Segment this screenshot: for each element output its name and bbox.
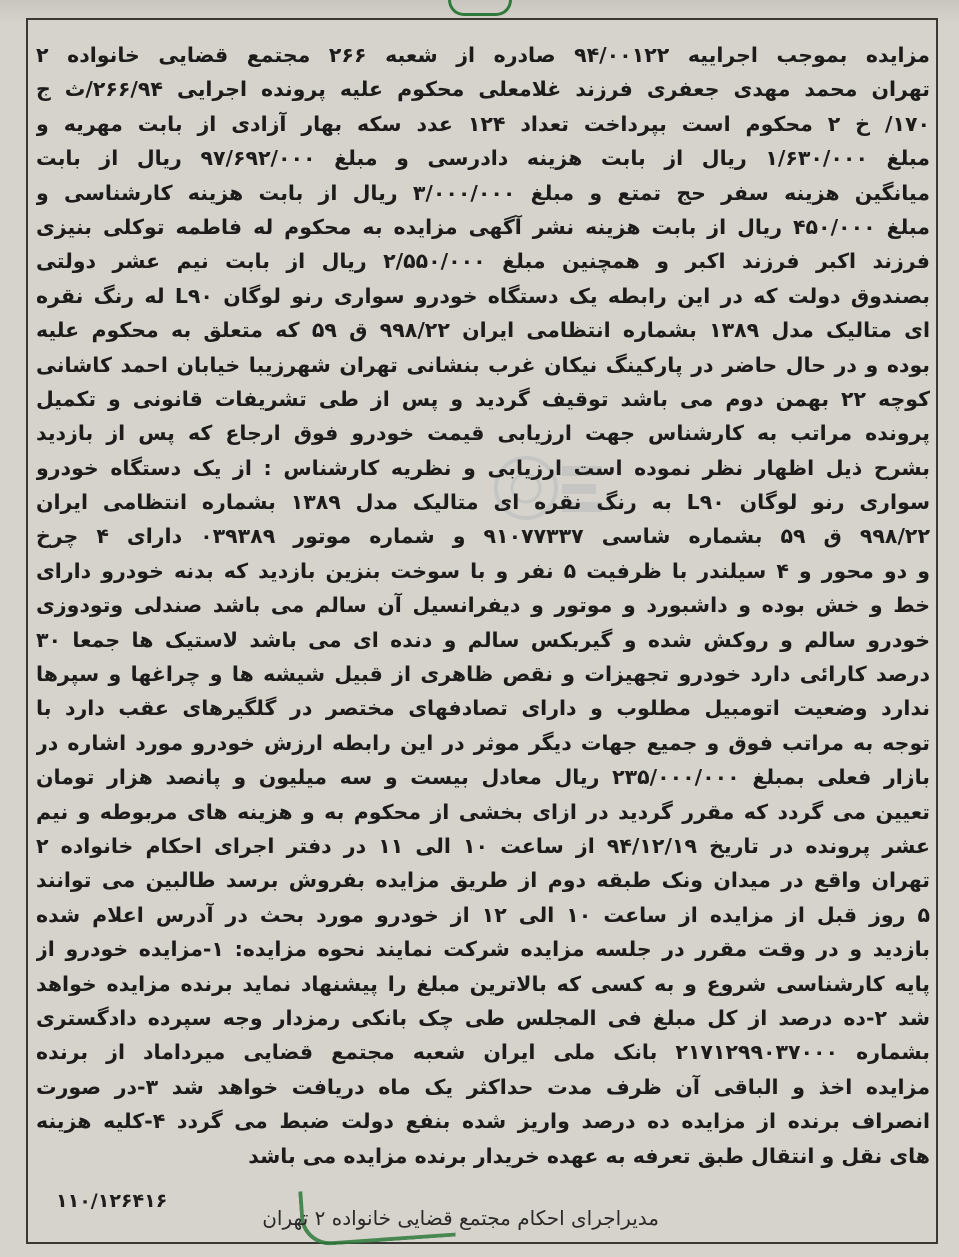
notice-line: بشماره ۲۱۷۱۲۹۹۰۳۷۰۰۰ بانک ملی ایران شعبه مجتمع قضایی میرداماد از برنده	[36, 1040, 930, 1065]
notice-line: ۵ روز قبل از مزایده از ساعت ۱۰ الی ۱۲ از خودرو مورد بحث در آدرس اعلام شده	[36, 902, 930, 927]
notice-line: شد ۲-ده درصد از کل مبلغ فی المجلس طی چک بانکی رمزدار وجه سپرده دادگستری	[36, 1005, 930, 1030]
notice-line: ای متالیک مدل ۱۳۸۹ بشماره انتظامی ایران ۹۹۸/۲۲ ق ۵۹ که متعلق به محکوم علیه	[36, 318, 930, 343]
notice-line: تعیین می گردد که مقرر گردید در ازای بخشی از محکوم به و هزینه های مربوطه و نیم	[36, 799, 930, 824]
notice-line: ۱۷۰/ خ ۲ محکوم است بپرداخت تعداد ۱۲۴ عدد سکه بهار آزادی از بابت مهریه و	[36, 111, 930, 136]
notice-line: تهران واقع در میدان ونک طبقه دوم از طریق مزایده بفروش برسد طالبین می توانند	[36, 868, 930, 893]
notice-line: بصندوق دولت که در این رابطه یک دستگاه خودرو سواری رنو لوگان L۹۰ له رنگ نقره	[36, 283, 930, 308]
notice-line: ندارد وضعیت اتومبیل مطلوب و دارای تصادفهای مختصر در گلگیرهای عقب دارد با	[36, 696, 930, 721]
notice-line: توجه به مراتب فوق و جمیع جهات دیگر موثر در این رابطه ارزش خودرو مورد اشاره در	[36, 730, 930, 755]
notice-line: میانگین هزینه سفر حج تمتع و مبلغ ۳/۰۰۰/۰۰۰ ریال از بابت هزینه کارشناسی و	[36, 180, 930, 205]
notice-line: پایه کارشناسی شروع و به کسی که بالاترین مبلغ را پیشنهاد نماید برنده مزایده خواهد	[36, 971, 930, 996]
notice-line: بشرح ذیل اظهار نظر نموده است ارزیابی و نظریه کارشناس : از یک دستگاه خودرو	[36, 455, 930, 480]
auction-notice-body	[36, 38, 930, 1173]
notice-line: بوده و در حال حاضر در پارکینگ نیکان غرب بنشانی تهران شهرزیبا خیابان احمد کاشانی	[36, 352, 930, 377]
notice-line: مبلغ ۴۵۰/۰۰۰ ریال از بابت هزینه نشر آگهی مزایده به محکوم له فاطمه توکلی بنیزی	[36, 214, 930, 239]
notice-line: مزایده اخذ و الباقی آن ظرف مدت حداکثر یک ماه دریافت خواهد شد ۳-در صورت	[36, 1074, 930, 1099]
notice-signature: مدیراجرای احکام مجتمع قضایی خانواده ۲ تهران	[262, 1206, 659, 1230]
ad-reference-number: ۱۱۰/۱۲۶۴۱۶	[56, 1190, 168, 1212]
notice-line: کوچه ۲۲ بهمن دوم می باشد توقیف گردید و پس از طی تشریفات قانونی و تکمیل	[36, 386, 930, 411]
notice-line: بازار فعلی بمبلغ ۲۳۵/۰۰۰/۰۰۰ ریال معادل بیست و سه میلیون و پانصد هزار تومان	[36, 765, 930, 790]
notice-line: انصراف برنده از مزایده ده درصد واریز شده بنفع دولت ضبط می گردد ۴-کلیه هزینه	[36, 1109, 930, 1134]
notice-line: سواری رنو لوگان L۹۰ به رنگ نقره ای متالیک مدل ۱۳۸۹ بشماره انتظامی ایران	[36, 490, 930, 515]
notice-line: خط و خش بوده و داشبورد و موتور و دیفرانسیل آن سالم می باشد صندلی وتودوزی	[36, 593, 930, 618]
notice-line: مبلغ ۱/۶۳۰/۰۰۰ ریال از بابت هزینه دادرسی و مبلغ ۹۷/۶۹۲/۰۰۰ ریال از بابت	[36, 146, 930, 171]
notice-line: مزایده بموجب اجراییه ۹۴/۰۰۱۲۲ صادره از شعبه ۲۶۶ مجتمع قضایی خانواده ۲	[36, 43, 930, 67]
notice-line: درصد کارائی دارد خودرو تجهیزات و نقص ظاهری از قبیل شیشه ها و چراغها و سپرها	[36, 662, 930, 687]
green-pen-mark-top	[448, 0, 512, 16]
notice-line: ۹۹۸/۲۲ ق ۵۹ بشماره شاسی ۹۱۰۷۷۳۳۷ و شماره موتور ۰۳۹۳۸۹ دارای ۴ چرخ	[36, 524, 930, 549]
notice-line: عشر پرونده در تاریخ ۹۴/۱۲/۱۹ از ساعت ۱۰ الی ۱۱ در دفتر اجرای احکام خانواده ۲	[36, 833, 930, 858]
notice-line: تهران محمد مهدی جعفری فرزند غلامعلی محکوم علیه پرونده اجرایی ۲۶۶/۹۴/ث ج	[36, 77, 930, 102]
notice-line: های نقل و انتقال طبق تعرفه به عهده خریدار برنده مزایده می باشد	[248, 1143, 930, 1168]
notice-line: پرونده مراتب به کارشناس جهت ارزیابی قیمت خودرو فوق ارجاع که پس از بازدید	[36, 421, 930, 446]
notice-line: فرزند اکبر فرزند اکبر و همچنین مبلغ ۲/۵۵۰/۰۰۰ ریال از بابت نیم عشر دولتی	[36, 249, 930, 274]
notice-line: و دو محور و ۴ سیلندر با ظرفیت ۵ نفر و با سوخت بنزین بازدید که بدنه خودرو دارای	[36, 558, 930, 583]
notice-line: خودرو سالم و روکش شده و گیربکس سالم و دنده ای می باشد لاستیک ها جمعا ۳۰	[36, 627, 930, 652]
notice-line: بازدید و در وقت مقرر در جلسه مزایده شرکت نمایند نحوه مزایده: ۱-مزایده خودرو از	[36, 937, 930, 962]
